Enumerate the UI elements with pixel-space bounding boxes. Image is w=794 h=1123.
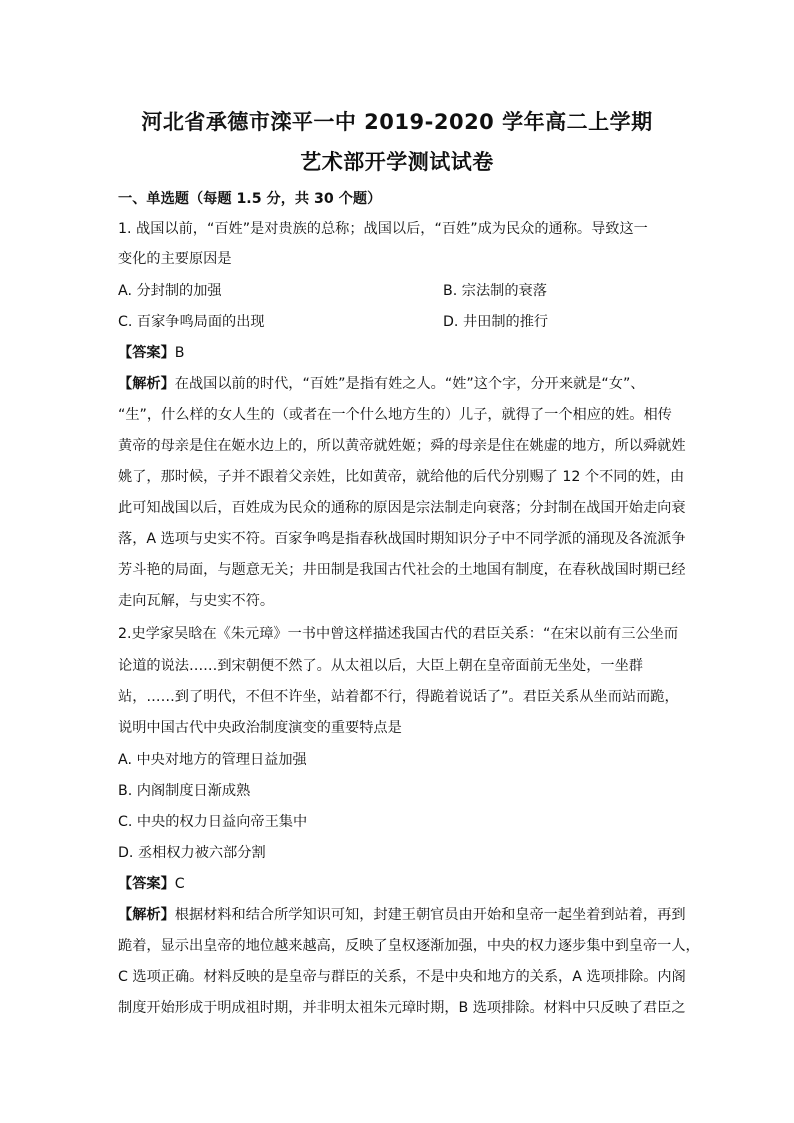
q1-analysis-line: 芳斗艳的局面，与题意无关；井田制是我国古代社会的土地国有制度，在春秋战国时期已经 [118,562,686,578]
q2-analysis-text: 根据材料和结合所学知识可知，封建王朝官员由开始和皇帝一起坐着到站着，再到 [174,907,686,923]
q1-analysis-text: 在战国以前的时代，“百姓”是指有姓之人。“姓”这个字，分开来就是“女”、 [174,376,645,392]
q2-stem-line: 站，……到了明代，不但不许坐，站着都不行，得跪着说话了”。君臣关系从坐而站而跪， [118,689,679,705]
q1-analysis-line: “生”，什么样的女人生的（或者在一个什么地方生的）儿子，就得了一个相应的姓。相传 [118,407,672,423]
q2-stem-line: 说明中国古代中央政治制度演变的重要特点是 [118,720,402,736]
q1-analysis-line: 此可知战国以后，百姓成为民众的通称的原因是宗法制走向衰落；分封制在战国开始走向衰 [118,500,686,516]
analysis-tag: 【解析】 [118,907,175,923]
q1-analysis-line [118,373,678,393]
answer-tag: 【答案】 [118,876,175,892]
q1-analysis-line: 走向瓦解，与史实不符。 [118,593,275,609]
document-subtitle: 艺术部开学测试试卷 [300,150,494,174]
q2-stem-line: 论道的说法……到宋朝便不然了。从太祖以后，大臣上朝在皇帝面前无坐处，一坐群 [118,658,643,674]
q1-analysis-line: 黄帝的母亲是住在姬水边上的，所以黄帝就姓姬；舜的母亲是住在姚虚的地方，所以舜就姓 [118,438,686,454]
q2-analysis-line [118,904,686,924]
section-heading: 一、单选题（每题 1.5 分，共 30 个题） [118,191,382,207]
answer-value: C [174,876,185,892]
q1-stem-line: 1. 战国以前，“百姓”是对贵族的总称；战国以后，“百姓”成为民众的通称。导致这一 [118,221,648,237]
q2-option-d: D. 丞相权力被六部分割 [118,845,266,861]
document-title: 河北省承德市滦平一中 2019-2020 学年高二上学期 [141,110,653,134]
q2-stem-line: 2.史学家吴晗在《朱元璋》一书中曾这样描述我国古代的君臣关系：“在宋以前有三公坐而 [118,626,679,642]
answer-value: B [174,345,185,361]
q2-analysis-line: C 选项正确。材料反映的是皇帝与群臣的关系，不是中央和地方的关系，A 选项排除。内阁 [118,969,686,985]
q1-option-d: D. 井田制的推行 [443,314,549,330]
q1-option-a: A. 分封制的加强 [118,283,222,299]
q2-option-a: A. 中央对地方的管理日益加强 [118,752,307,768]
q2-answer [118,873,678,893]
q1-analysis-line: 姚了，那时候，子并不跟着父亲姓，比如黄帝，就给他的后代分别赐了 12 个不同的姓，由 [118,469,685,485]
q1-stem-line: 变化的主要原因是 [118,251,232,267]
q2-analysis-line: 制度开始形成于明成祖时期，并非明太祖朱元璋时期，B 选项排除。材料中只反映了君臣之 [118,1000,686,1016]
q2-analysis-line: 跪着，显示出皇帝的地位越来越高，反映了皇权逐渐加强，中央的权力逐步集中到皇帝一人， [118,938,700,954]
answer-tag: 【答案】 [118,345,175,361]
q1-answer [118,342,678,362]
q1-option-c: C. 百家争鸣局面的出现 [118,314,265,330]
analysis-tag: 【解析】 [118,376,175,392]
q1-option-b: B. 宗法制的衰落 [443,283,547,299]
q1-analysis-line: 落，A 选项与史实不符。百家争鸣是指春秋战国时期知识分子中不同学派的涌现及各流派争 [118,531,686,547]
q2-option-c: C. 中央的权力日益向帝王集中 [118,814,308,830]
q2-option-b: B. 内阁制度日渐成熟 [118,783,251,799]
